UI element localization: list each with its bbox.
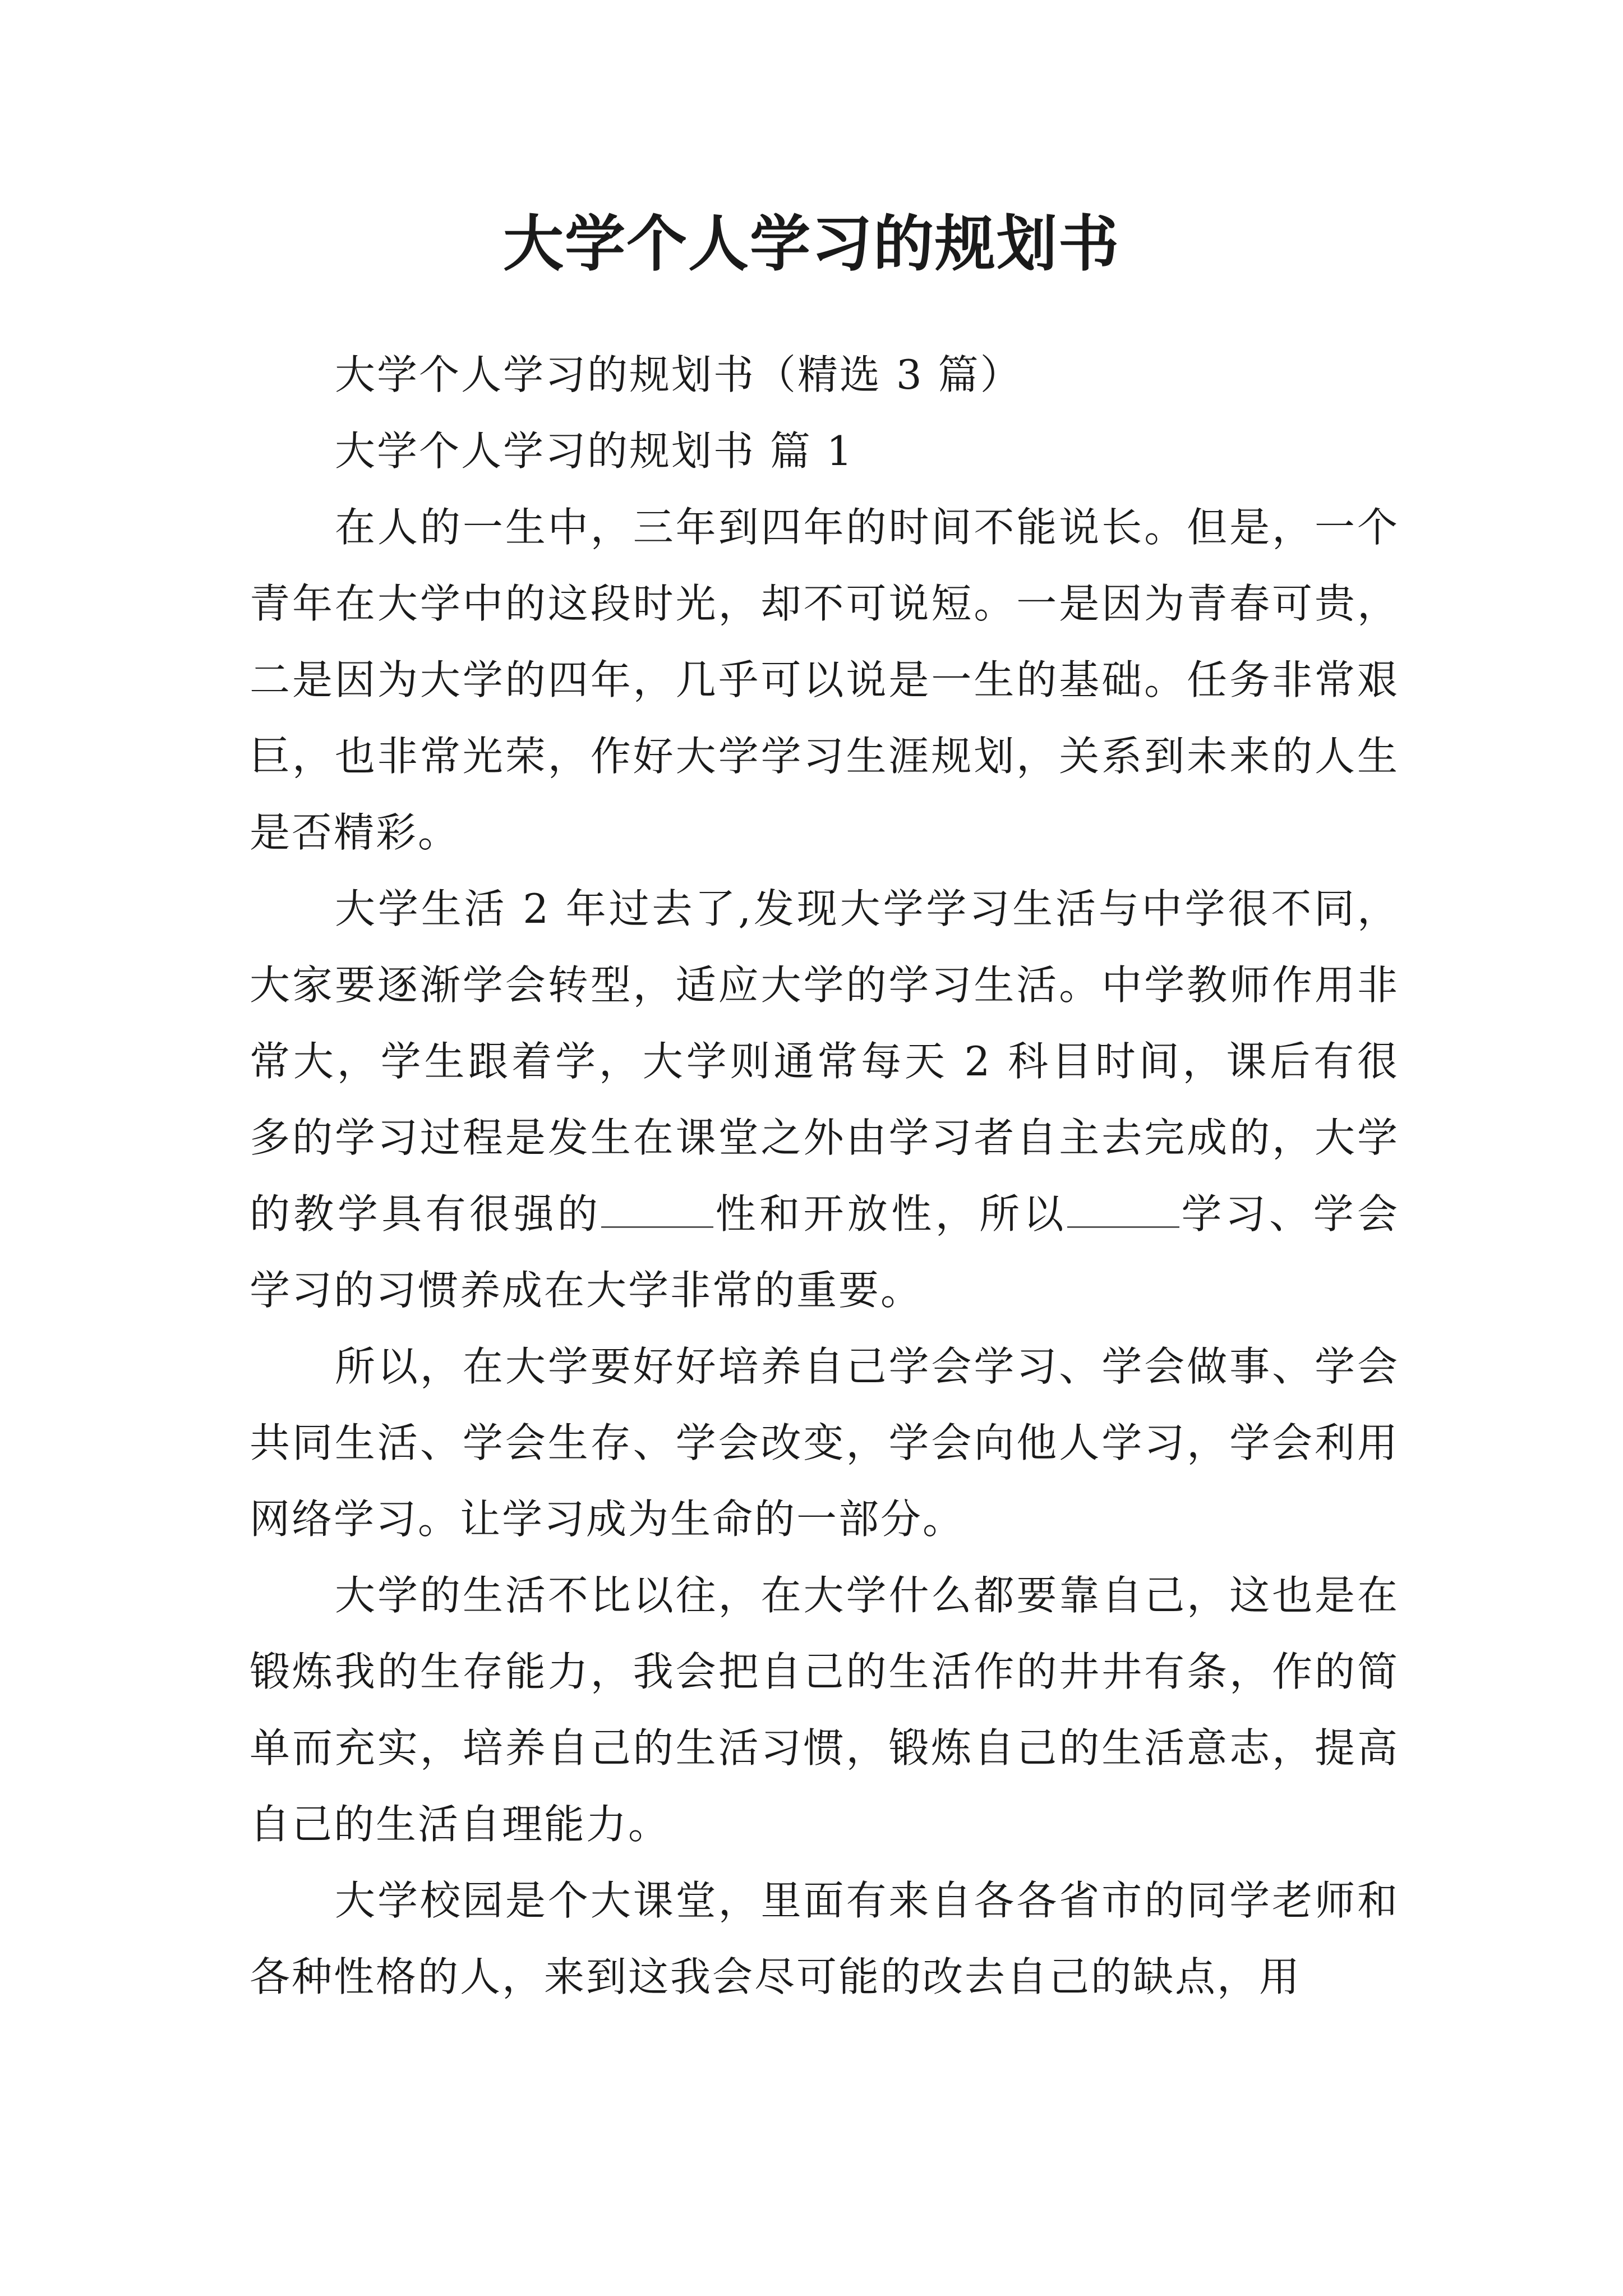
body-paragraph: 在人的一生中，三年到四年的时间不能说长。但是，一个青年在大学中的这段时光，却不可说短。一是因为青春可贵，二是因为大学的四年，几乎可以说是一生的基础。任务非常艰巨，也非常光荣，作好大学学习生涯规划，关系到未来的人生是否精彩。 — [250, 504, 1399, 856]
paragraph-text: 性和开放性，所以 — [713, 1190, 1067, 1237]
subtitle-paragraph: 大学个人学习的规划书（精选 3 篇） — [335, 351, 1022, 398]
fill-in-blank — [601, 1193, 713, 1228]
body-paragraph: 大学校园是个大课堂，里面有来自各各省市的同学老师和各种性格的人，来到这我会尽可能的改去自己的缺点，用 — [250, 1877, 1399, 2000]
document-title: 大学个人学习的规划书 — [502, 209, 1120, 279]
body-paragraph: 大学的生活不比以往，在大学什么都要靠自己，这也是在锻炼我的生存能力，我会把自己的生活作的井井有条，作的简单而充实，培养自己的生活习惯，锻炼自己的生活意志，提高自己的生活自理能力。 — [250, 1572, 1399, 1848]
body-paragraph: 所以，在大学要好好培养自己学会学习、学会做事、学会共同生活、学会生存、学会改变，学会向他人学习，学会利用网络学习。让学习成为生命的一部分。 — [250, 1343, 1399, 1543]
paragraph-text: 学习、学会学习的习惯养成在大学非常的重要。 — [250, 1190, 1399, 1314]
body-paragraph — [250, 871, 1399, 1328]
paragraph-text: 大学生活 2 年过去了,发现大学学习生活与中学很不同，大家要逐渐学会转型，适应大学的学习生活。中学教师作用非常大，学生跟着学，大学则通常每天 2 科目时间，课后有很多的学习过程是发生在课堂之外由学习者自主去完成的，大学的教学具有很强的 — [250, 885, 1399, 1237]
section-heading: 大学个人学习的规划书 篇 1 — [335, 427, 854, 475]
fill-in-blank — [1067, 1193, 1179, 1228]
document-body — [250, 337, 1399, 2015]
